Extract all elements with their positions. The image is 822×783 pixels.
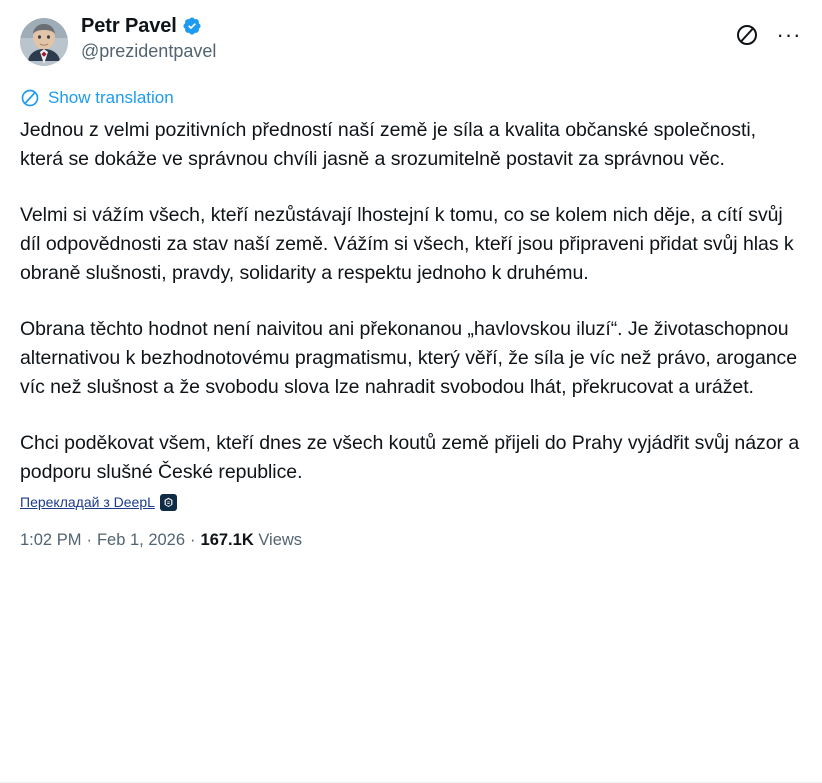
translate-slash-icon[interactable]: [734, 22, 760, 48]
views-count: 167.1K: [200, 531, 254, 549]
tweet-paragraph: Obrana těchto hodnot není naivitou ani překonanou „havlovskou iluzí“. Je životaschopnou alternativou k bezhodnotovému pragmatismu, který věří, že síla je víc než právo, arogance víc než slušnost a že svobodu slova lze nahradit svobodou lhát, překrucovat a urážet.: [20, 318, 798, 398]
translation-attribution[interactable]: [20, 491, 802, 513]
more-options-icon[interactable]: [776, 22, 802, 48]
avatar[interactable]: [20, 18, 68, 66]
deepl-attribution-label[interactable]: Перекладай з DeepL: [20, 494, 155, 510]
avatar-photo: [20, 18, 68, 66]
author-display-name: Petr Pavel: [81, 15, 177, 37]
author-handle[interactable]: @prezidentpavel: [81, 41, 217, 61]
more-options-label: ···: [776, 22, 802, 47]
show-translation-link[interactable]: Show translation: [48, 88, 174, 107]
translate-slash-icon: [20, 88, 40, 108]
deepl-logo-icon: [160, 494, 177, 511]
tweet-header: [20, 16, 802, 74]
show-translation-row[interactable]: [20, 86, 802, 110]
author-identity: [81, 16, 734, 62]
header-actions: [734, 22, 802, 48]
meta-separator: ·: [86, 531, 92, 549]
tweet-body: [20, 116, 802, 487]
tweet-date: Feb 1, 2026: [96, 531, 186, 549]
verified-badge-icon: [182, 16, 202, 36]
tweet-paragraph: Jednou z velmi pozitivních předností naší země je síla a kvalita občanské společnosti, která se dokáže ve správnou chvíli jasně a srozumitelně postavit za správnou věc.: [20, 119, 757, 170]
author-name-row[interactable]: [81, 16, 734, 36]
tweet-time: 1:02 PM: [20, 531, 82, 549]
tweet-paragraph: Velmi si vážím všech, kteří nezůstávají lhostejní k tomu, co se kolem nich děje, a cítí svůj díl odpovědnosti za stav naší země. Vážím si všech, kteří jsou připraveni přidat svůj hlas k obraně slušnosti, pravdy, solidarity a respektu jednoho k druhému.: [20, 204, 794, 284]
tweet-meta-footer: [20, 531, 802, 550]
meta-separator: ·: [190, 531, 196, 549]
views-label: Views: [258, 531, 303, 549]
tweet-paragraph: Chci poděkovat všem, kteří dnes ze všech koutů země přijeli do Prahy vyjádřit svůj názor a podporu slušné České republice.: [20, 432, 800, 483]
